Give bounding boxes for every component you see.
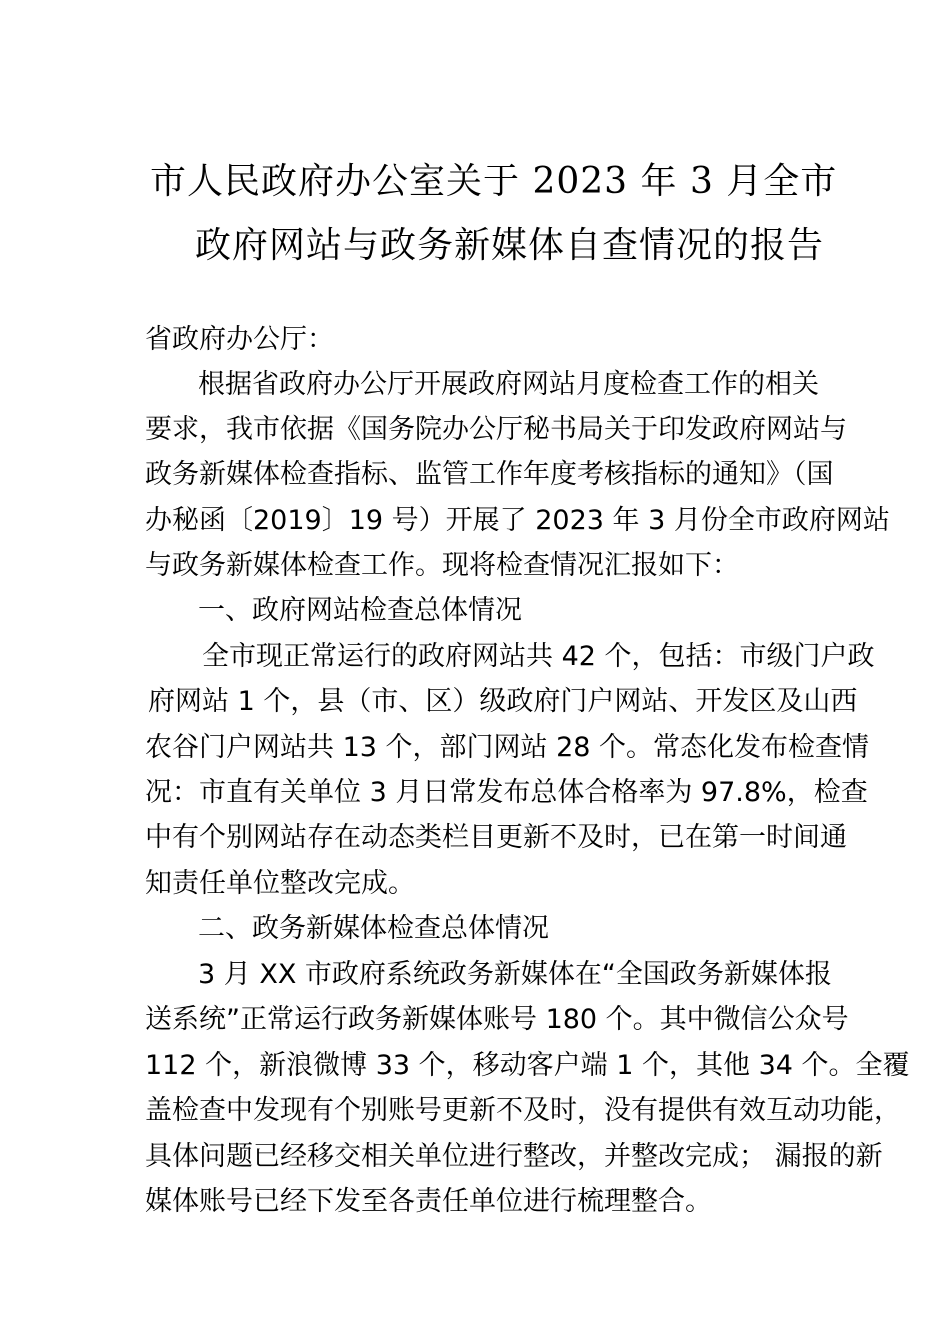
report-title-line-2: 政府网站与政务新媒体自查情况的报告 bbox=[195, 225, 825, 266]
paragraph-line: 农谷门户网站共 13 个，部门网站 28 个。常态化发布检查情 bbox=[145, 732, 870, 763]
paragraph-line: 办秘函〔2019〕19 号）开展了 2023 年 3 月份全市政府网站 bbox=[145, 505, 890, 536]
paragraph-line: 3 月 XX 市政府系统政务新媒体在“全国政务新媒体报 bbox=[198, 959, 832, 990]
section-heading-2: 二、政务新媒体检查总体情况 bbox=[198, 913, 549, 944]
paragraph-line: 根据省政府办公厅开展政府网站月度检查工作的相关 bbox=[198, 369, 819, 400]
section-heading-1: 一、政府网站检查总体情况 bbox=[198, 595, 522, 626]
paragraph-line: 媒体账号已经下发至各责任单位进行梳理整合。 bbox=[145, 1186, 712, 1217]
paragraph-line: 具体问题已经移交相关单位进行整改，并整改完成； 漏报的新 bbox=[145, 1141, 883, 1172]
paragraph-line: 全市现正常运行的政府网站共 42 个，包括：市级门户政 bbox=[202, 641, 875, 672]
paragraph-line: 112 个，新浪微博 33 个，移动客户端 1 个，其他 34 个。全覆 bbox=[145, 1050, 910, 1081]
paragraph-line: 府网站 1 个，县（市、区）级政府门户网站、开发区及山西 bbox=[148, 686, 858, 717]
paragraph-line: 中有个别网站存在动态类栏目更新不及时，已在第一时间通 bbox=[145, 822, 847, 853]
paragraph-line: 与政务新媒体检查工作。现将检查情况汇报如下： bbox=[145, 550, 739, 581]
paragraph-line: 政务新媒体检查指标、监管工作年度考核指标的通知》（国 bbox=[145, 459, 834, 490]
salutation: 省政府办公厅： bbox=[145, 324, 334, 355]
paragraph-line: 盖检查中发现有个别账号更新不及时，没有提供有效互动功能， bbox=[145, 1095, 901, 1126]
paragraph-line: 况：市直有关单位 3 月日常发布总体合格率为 97.8%，检查 bbox=[145, 777, 868, 808]
paragraph-line: 知责任单位整改完成。 bbox=[145, 868, 415, 899]
paragraph-line: 送系统”正常运行政务新媒体账号 180 个。其中微信公众号 bbox=[145, 1004, 849, 1035]
report-title-line-1: 市人民政府办公室关于 2023 年 3 月全市 bbox=[150, 161, 838, 202]
paragraph-line: 要求，我市依据《国务院办公厅秘书局关于印发政府网站与 bbox=[145, 414, 847, 445]
